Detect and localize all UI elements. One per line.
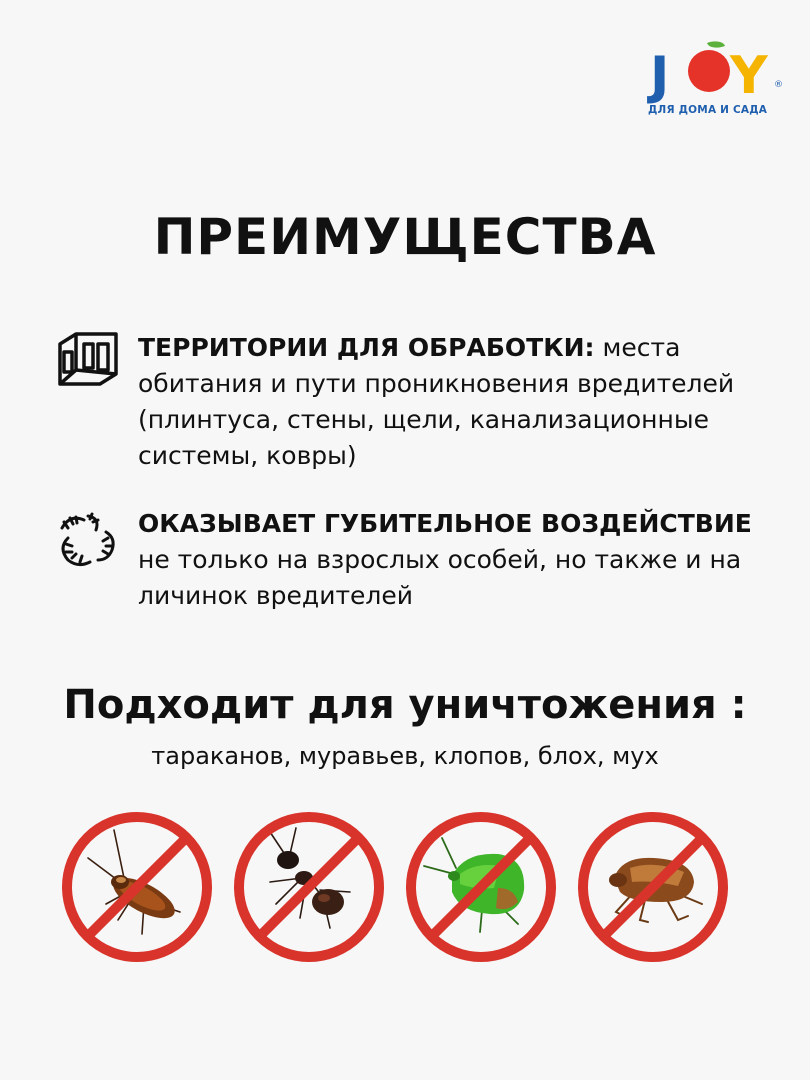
ban-slash (260, 838, 359, 937)
pest-list: тараканов, муравьев, клопов, блох, мух (151, 742, 659, 770)
advantage-item-territories (54, 330, 774, 480)
advantage-body: места обитания и пути проникновения вредителей (плинтуса, стены, щели, канализационные системы, ковры) (138, 333, 735, 470)
no-ant-sign (230, 808, 388, 966)
brand-logo: J Y ® ДЛЯ ДОМА И САДА (648, 34, 786, 124)
room-corner-icon (54, 330, 122, 398)
advantage-body: не только на взрослых особей, но также и на личинок вредителей (138, 545, 742, 610)
larvae-icon (54, 506, 122, 574)
suitable-heading: Подходит для уничтожения : (63, 682, 747, 728)
logo-tagline: ДЛЯ ДОМА И САДА (648, 104, 768, 116)
banned-pests (58, 808, 758, 968)
advantage-text (138, 506, 774, 614)
no-stink-bug-sign (402, 808, 560, 966)
ban-slash (88, 838, 187, 937)
advantage-text (138, 330, 774, 474)
registered-mark: ® (774, 80, 783, 90)
advantage-lead: ОКАЗЫВАЕТ ГУБИТЕЛЬНОЕ ВОЗДЕЙСТВИЕ (138, 509, 752, 538)
page-title: ПРЕИМУЩЕСТВА (153, 208, 657, 266)
no-cockroach-sign (58, 808, 216, 966)
advantage-lead: ТЕРРИТОРИИ ДЛЯ ОБРАБОТКИ: (138, 333, 595, 362)
no-flea-sign (574, 808, 732, 966)
advantage-item-effect (54, 506, 774, 616)
